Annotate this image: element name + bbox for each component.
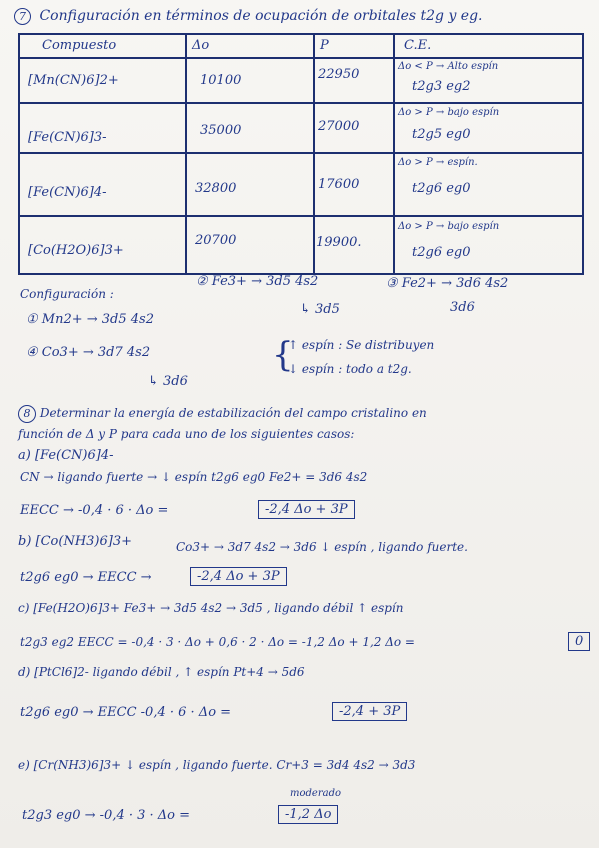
- question-number-7: 7: [14, 8, 31, 25]
- case-e-head: e) [Cr(NH3)6]3+ ↓ espín , ligando fuerte. Cr+3 = 3d4 4s2 → 3d3: [18, 758, 416, 772]
- result-box: -2,4 Δo + 3P: [258, 500, 355, 519]
- table-row-ce-rule: Δo > P → bajo espín: [398, 221, 500, 232]
- config-mn2: ① Mn2+ → 3d5 4s2: [26, 312, 155, 327]
- config-label: Configuración :: [20, 287, 114, 301]
- case-c-result: [568, 632, 590, 651]
- table-row-ce-config: t2g6 eg0: [412, 245, 471, 260]
- brace-low-spin: ↓ espín : todo a t2g.: [288, 362, 412, 376]
- config-fe3: ② Fe3+ → 3d5 4s2: [196, 274, 319, 289]
- table-row-p: 22950: [318, 67, 360, 82]
- header-p: P: [320, 38, 329, 53]
- title-text: Configuración en términos de ocupación de orbitales t2g y eg.: [39, 8, 483, 24]
- case-d-result: [332, 702, 407, 721]
- table-divider: [20, 57, 582, 59]
- table-row-ce-rule: Δo > P → bajo espín: [398, 107, 500, 118]
- table-row-ce-rule: Δo > P → espín.: [398, 157, 478, 168]
- table-divider: [20, 152, 582, 154]
- table-row-do: 10100: [200, 73, 242, 88]
- table-divider: [393, 35, 395, 273]
- case-a-eecc: EECC → -0,4 · 6 · Δo =: [20, 503, 169, 518]
- table-row-p: 19900.: [316, 235, 362, 250]
- case-d-head: d) [PtCl6]2- ligando débil , ↑ espín Pt+4 → 5d6: [18, 665, 305, 679]
- brace-high-spin: ↑ espín : Se distribuyen: [288, 338, 435, 352]
- header-compuesto: Compuesto: [42, 38, 117, 53]
- section-title: [14, 8, 483, 25]
- table-row-ce-config: t2g6 eg0: [412, 181, 471, 196]
- header-delta: Δo: [192, 38, 210, 53]
- case-b-head: b) [Co(NH3)6]3+: [18, 534, 133, 549]
- table-row-ce-rule: Δo < P → Alto espín: [398, 61, 499, 72]
- case-b-line: t2g6 eg0 → EECC →: [20, 570, 152, 585]
- result-box: -2,4 + 3P: [332, 702, 407, 721]
- table-row-ce-config: t2g5 eg0: [412, 127, 471, 142]
- case-d-line: t2g6 eg0 → EECC -0,4 · 6 · Δo =: [20, 705, 232, 720]
- config-co3-result: ↳ 3d6: [148, 374, 188, 389]
- table-row-compound: [Fe(CN)6]4-: [28, 185, 107, 200]
- result-box: -1,2 Δo: [278, 805, 338, 824]
- config-fe2: ③ Fe2+ → 3d6 4s2: [386, 276, 509, 291]
- case-a-result: [258, 500, 355, 519]
- table-row-compound: [Co(H2O)6]3+: [28, 243, 124, 258]
- config-fe3-result: ↳ 3d5: [300, 302, 340, 317]
- table-divider: [185, 35, 187, 273]
- brace-symbol: {: [272, 335, 294, 375]
- question-8-line2: función de Δ y P para cada uno de los siguientes casos:: [18, 427, 355, 441]
- case-b-detail: Co3+ → 3d7 4s2 → 3d6 ↓ espín , ligando fuerte.: [176, 540, 468, 554]
- table-row-compound: [Fe(CN)6]3-: [28, 130, 107, 145]
- case-b-result: [190, 567, 287, 586]
- table-row-p: 27000: [318, 119, 360, 134]
- table-divider: [313, 35, 315, 273]
- question-number-8: 8: [18, 405, 36, 423]
- result-box: 0: [568, 632, 590, 651]
- case-c-line: t2g3 eg2 EECC = -0,4 · 3 · Δo + 0,6 · 2 · Δo = -1,2 Δo + 1,2 Δo =: [20, 635, 415, 649]
- table-row-do: 35000: [200, 123, 242, 138]
- table-row-ce-config: t2g3 eg2: [412, 79, 471, 94]
- config-co3: ④ Co3+ → 3d7 4s2: [26, 345, 151, 360]
- config-fe2-result: 3d6: [450, 300, 475, 315]
- case-e-line: t2g3 eg0 → -0,4 · 3 · Δo =: [22, 808, 191, 823]
- case-e-note: moderado: [290, 788, 341, 799]
- table-divider: [20, 102, 582, 104]
- case-a-head: a) [Fe(CN)6]4-: [18, 448, 114, 463]
- header-ce: C.E.: [404, 38, 432, 53]
- table-row-do: 32800: [195, 181, 237, 196]
- case-a-line: CN → ligando fuerte → ↓ espín t2g6 eg0 Fe2+ = 3d6 4s2: [20, 470, 368, 484]
- table-row-do: 20700: [195, 233, 237, 248]
- table-row-p: 17600: [318, 177, 360, 192]
- table-row-compound: [Mn(CN)6]2+: [28, 73, 119, 88]
- orbital-table: [18, 33, 584, 275]
- case-e-result: [278, 805, 338, 824]
- table-divider: [20, 215, 582, 217]
- case-c-head: c) [Fe(H2O)6]3+ Fe3+ → 3d5 4s2 → 3d5 , ligando débil ↑ espín: [18, 601, 404, 615]
- question-8-line1: [18, 405, 427, 423]
- result-box: -2,4 Δo + 3P: [190, 567, 287, 586]
- question-8-text: Determinar la energía de estabilización del campo cristalino en: [39, 406, 427, 420]
